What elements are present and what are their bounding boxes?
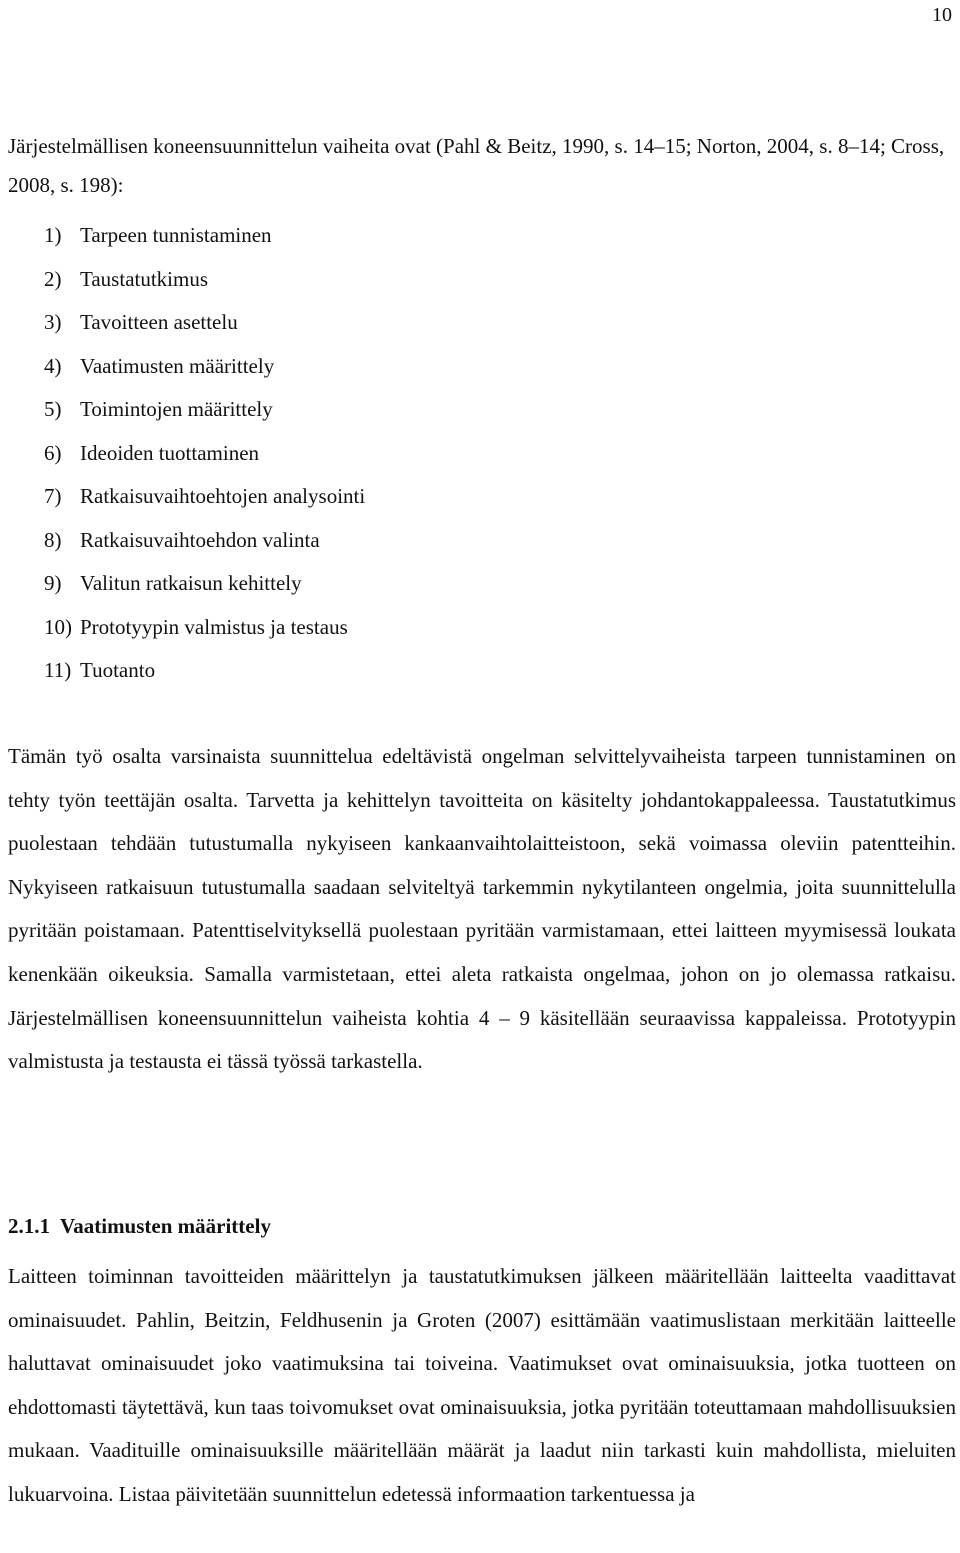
list-item-number: 1) [44,223,62,247]
list-item [8,258,365,302]
list-item-number: 10) [44,614,72,639]
design-steps-list [8,214,365,693]
section-number: 2.1.1 [8,1214,50,1238]
list-item-number: 8) [44,527,62,552]
list-item-label: Tuotanto [80,658,156,682]
list-item-label: Taustatutkimus [80,266,209,291]
list-item [8,432,365,476]
list-item-label: Valitun ratkaisun kehittely [80,571,302,595]
list-item-number: 2) [44,266,62,291]
list-item-label: Tavoitteen asettelu [80,310,238,334]
list-item-label: Ratkaisuvaihtoehtojen analysointi [80,484,366,508]
list-item [8,214,365,258]
list-item-number: 6) [44,440,62,465]
list-item [8,388,365,432]
list-item-label: Tarpeen tunnistaminen [80,223,272,247]
list-item-number: 4) [44,353,62,378]
list-item [8,475,365,519]
section-title: Vaatimusten määrittely [60,1214,271,1238]
list-item [8,606,365,650]
body-paragraph-2: Laitteen toiminnan tavoitteiden määrittelyn ja taustatutkimuksen jälkeen määritellään laitteelta vaadittavat ominaisuudet. Pahlin, Beitzin, Feldhusenin ja Groten (2007) esittämään vaatimuslistaan merkitään laitteelle haluttavat ominaisuudet joko vaatimuksina tai toiveina. Vaatimukset ovat ominaisuuksia, jotka tuotteen on ehdottomasti täytettävä, kun taas toivomukset ovat ominaisuuksia, jotka pyritään toteuttamaan mahdollisuuksien mukaan. Vaadituille ominaisuuksille määritellään määrät ja laadut niin tarkasti kuin mahdollista, mieluiten lukuarvoina. Listaa päivitetään suunnittelun edetessä informaation tarkentuessa ja [8,1264,956,1506]
page-number: 10 [932,4,952,26]
list-item-number: 3) [44,310,62,334]
list-item-label: Ideoiden tuottaminen [80,440,260,465]
list-item-label: Ratkaisuvaihtoehdon valinta [80,527,320,552]
list-item-number: 5) [44,397,62,421]
section-heading [8,1214,271,1239]
list-item-number: 11) [44,658,72,682]
body-paragraph-1: Tämän työ osalta varsinaista suunnittelua edeltävistä ongelman selvittelyvaiheista tarpeen tunnistaminen on tehty työn teettäjän osalta. Tarvetta ja kehittelyn tavoitteita on käsitelty johdantokappaleessa. Taustatutkimus puolestaan tehdään tutustumalla nykyiseen kankaanvaihtolaitteistoon, sekä voimassa oleviin patentteihin. Nykyiseen ratkaisuun tutustumalla saadaan selviteltyä tarkemmin nykytilanteen ongelmia, joita suunnittelulla pyritään poistamaan. Patenttiselvityksellä puolestaan pyritään varmistamaan, ettei laitteen myymisessä loukata kenenkään oikeuksia. Samalla varmistetaan, ettei aleta ratkaista ongelmaa, johon on jo olemassa ratkaisu. Järjestelmällisen koneensuunnittelun vaiheista kohtia 4 – 9 käsitellään seuraavissa kappaleissa. Prototyypin valmistusta ja testausta ei tässä työssä tarkastella. [8,744,956,1074]
list-item [8,562,365,606]
list-item [8,649,365,693]
list-item [8,345,365,389]
list-item [8,519,365,563]
list-item-label: Prototyypin valmistus ja testaus [80,614,348,639]
list-item-number: 7) [44,484,62,508]
list-item [8,301,365,345]
list-item-label: Toimintojen määrittely [80,397,273,421]
intro-paragraph: Järjestelmällisen koneensuunnittelun vaiheita ovat (Pahl & Beitz, 1990, s. 14–15; Norton, 2004, s. 8–14; Cross, 2008, s. 198): [8,134,945,197]
list-item-number: 9) [44,571,62,595]
list-item-label: Vaatimusten määrittely [80,353,275,378]
